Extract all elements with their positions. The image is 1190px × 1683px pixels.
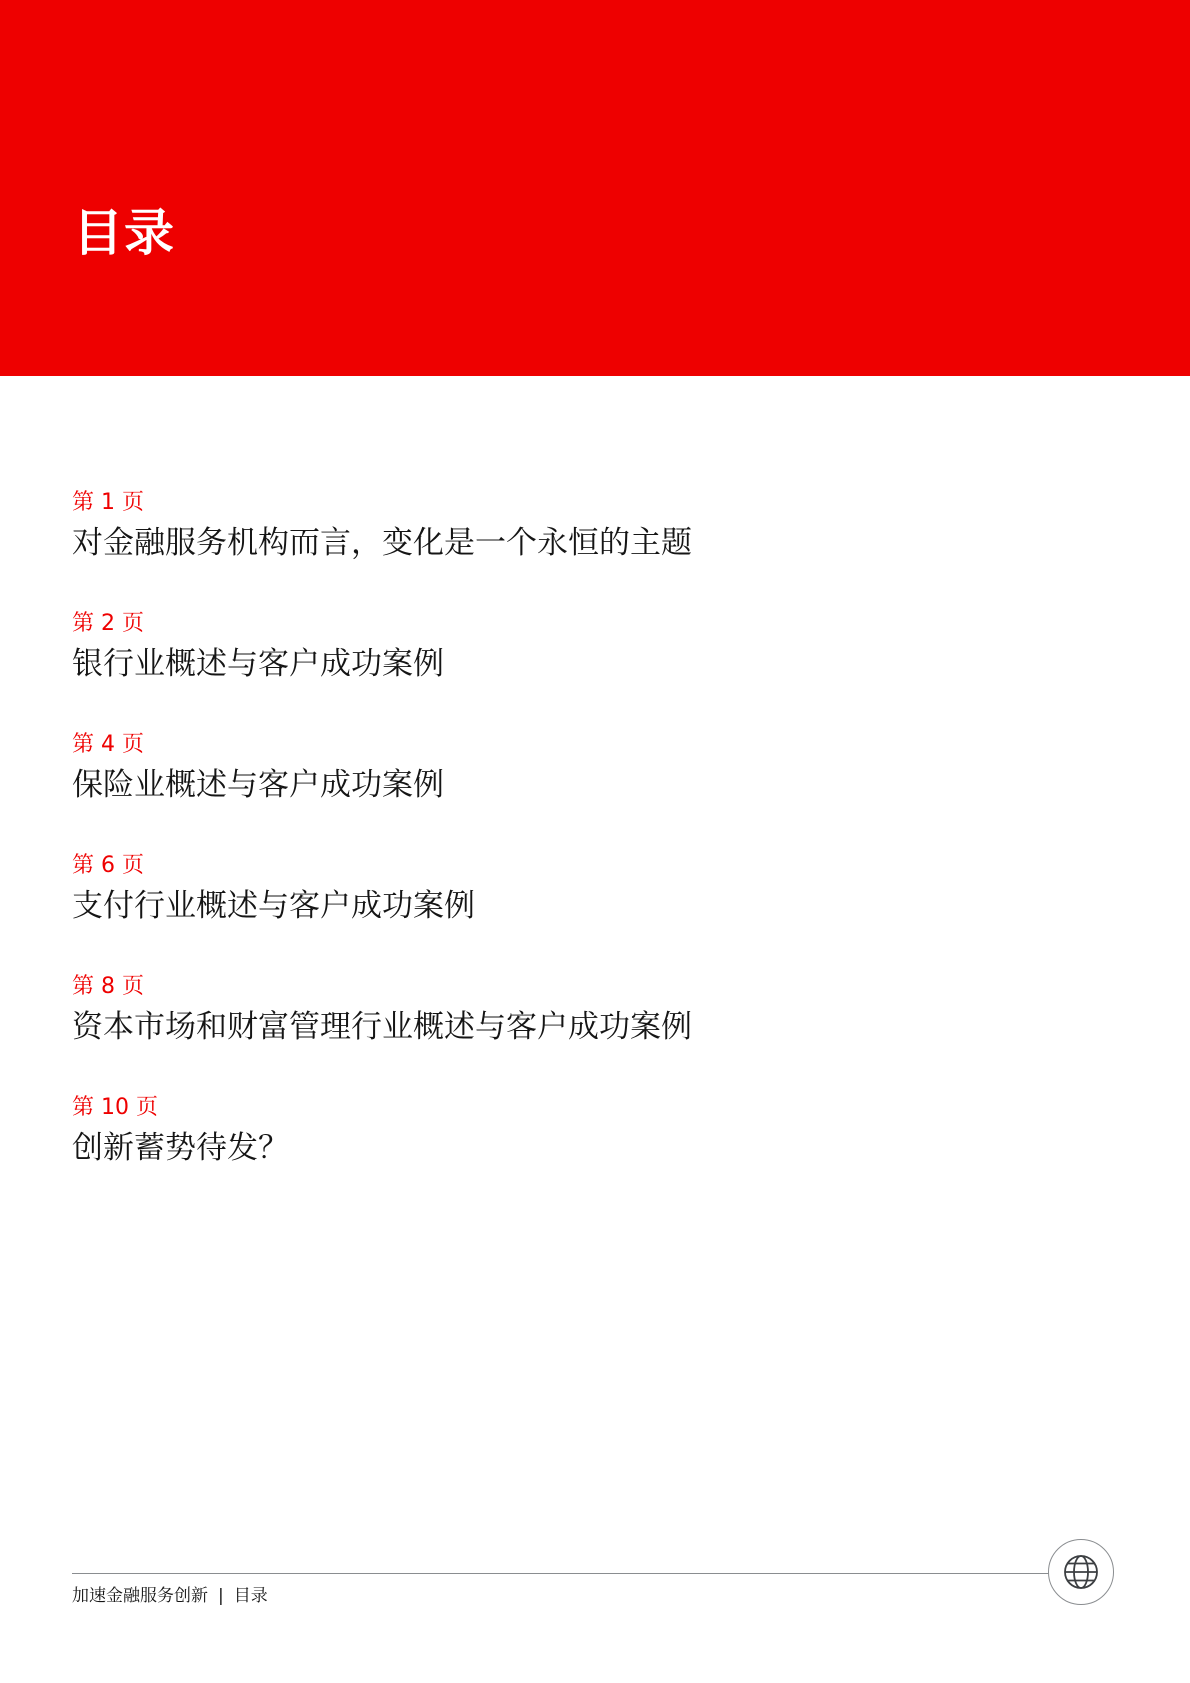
toc-section-title: 对金融服务机构而言，变化是一个永恒的主题 xyxy=(72,525,692,561)
globe-button[interactable] xyxy=(1048,1539,1114,1605)
toc-entry-1[interactable] xyxy=(72,488,1072,609)
footer-document-name: 加速金融服务创新 xyxy=(72,1586,208,1606)
page-title: 目录 xyxy=(73,204,175,262)
toc-section-title: 银行业概述与客户成功案例 xyxy=(72,646,444,682)
footer-breadcrumb xyxy=(72,1584,268,1608)
globe-icon xyxy=(1062,1553,1100,1591)
footer-separator: | xyxy=(218,1586,224,1606)
toc-section-title: 资本市场和财富管理行业概述与客户成功案例 xyxy=(72,1009,692,1045)
toc-section-title: 创新蓄势待发？ xyxy=(72,1130,289,1166)
toc-page-number: 第 4 页 xyxy=(72,732,144,757)
toc-entry-3[interactable] xyxy=(72,730,1072,851)
footer-divider xyxy=(72,1573,1052,1574)
toc-page-number: 第 1 页 xyxy=(72,490,144,515)
toc-page-number: 第 8 页 xyxy=(72,974,144,999)
table-of-contents xyxy=(72,488,1072,1214)
header-banner xyxy=(0,0,1190,376)
toc-entry-2[interactable] xyxy=(72,609,1072,730)
toc-entry-4[interactable] xyxy=(72,851,1072,972)
toc-section-title: 支付行业概述与客户成功案例 xyxy=(72,888,475,924)
footer-section-name: 目录 xyxy=(233,1586,268,1606)
toc-section-title: 保险业概述与客户成功案例 xyxy=(72,767,444,803)
toc-page-number: 第 10 页 xyxy=(72,1095,158,1120)
toc-entry-5[interactable] xyxy=(72,972,1072,1093)
toc-page-number: 第 6 页 xyxy=(72,853,144,878)
toc-entry-6[interactable] xyxy=(72,1093,1072,1214)
toc-page-number: 第 2 页 xyxy=(72,611,144,636)
